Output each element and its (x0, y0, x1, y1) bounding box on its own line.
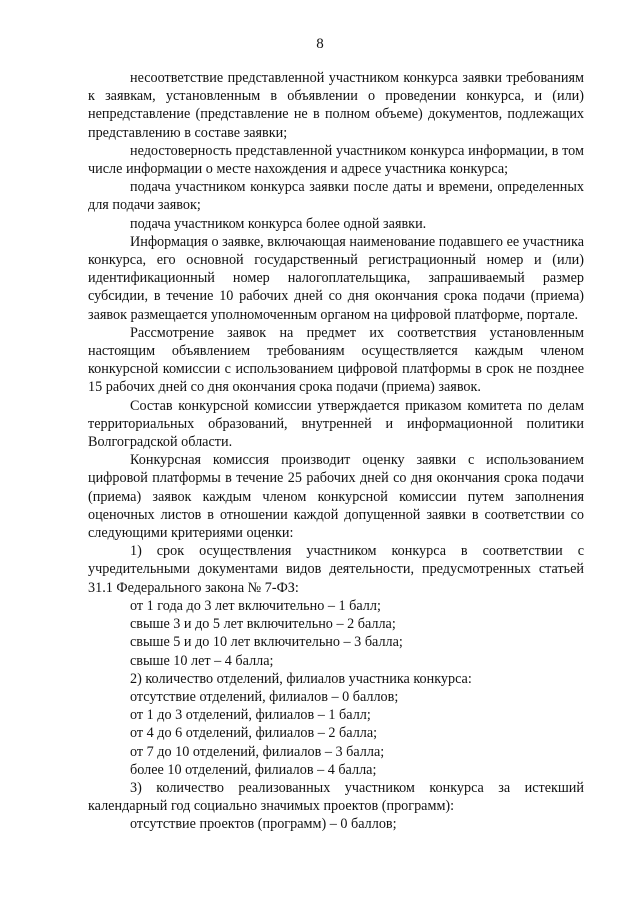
document-body (88, 69, 584, 834)
paragraph: Рассмотрение заявок на предмет их соответствия установленным настоящим объявлением требованиям осуществляется каждым членом конкурсной комиссии с использованием цифровой платформы в срок не позднее 15 рабочих дней со дня окончания срока подачи (приема) заявок. (88, 324, 584, 396)
paragraph: несоответствие представленной участником конкурса заявки требованиям к заявкам, установленным в объявлении о проведении конкурса, и (или) непредставление (представление не в полном объеме) документов, подлежащих представлению в составе заявки; (88, 70, 584, 141)
criterion-paragraph: 3) количество реализованных участником конкурса за истекший календарный год социально значимых проектов (программ): (88, 779, 584, 815)
criterion-line: от 1 года до 3 лет включительно – 1 балл; (130, 597, 381, 614)
criterion-line: отсутствие отделений, филиалов – 0 баллов; (130, 688, 399, 705)
criterion-line: свыше 3 и до 5 лет включительно – 2 балла; (130, 616, 396, 633)
paragraph: Конкурсная комиссия производит оценку заявки с использованием цифровой платформы в течение 25 рабочих дней со дня окончания срока подачи (приема) заявок каждым членом конкурсной комиссии путем заполнения оценочных листов в отношении каждой допущенной заявки в соответствии со следующими критериями оценки: (88, 452, 584, 542)
criterion-line: свыше 5 и до 10 лет включительно – 3 балла; (130, 634, 403, 651)
paragraph: подача участником конкурса заявки после даты и времени, определенных для подачи заявок; (88, 179, 584, 214)
criterion-heading: 2) количество отделений, филиалов участника конкурса: (130, 670, 472, 687)
paragraph: Состав конкурсной комиссии утверждается приказом комитета по делам территориальных образований, внутренней и информационной политики Волгоградской области. (88, 397, 584, 451)
criterion-line: отсутствие проектов (программ) – 0 баллов; (130, 816, 397, 833)
criterion-line: более 10 отделений, филиалов – 4 балла; (130, 761, 377, 778)
paragraph: Информация о заявке, включающая наименование подавшего ее участника конкурса, его основной государственный регистрационный номер и (или) идентификационный номер налогоплательщика, запрашиваемый размер субсидии, в течение 10 рабочих дней со дня окончания срока подачи (приема) заявок размещается уполномоченным органом на цифровой платформе, портале. (88, 233, 584, 323)
page-number: 8 (316, 36, 324, 52)
criterion-line: от 7 до 10 отделений, филиалов – 3 балла; (130, 743, 385, 760)
criterion-paragraph: 1) срок осуществления участником конкурса в соответствии с учредительными документами видов деятельности, предусмотренных статьей 31.1 Федерального закона № 7-ФЗ: (88, 543, 584, 596)
paragraph: недостоверность представленной участником конкурса информации, в том числе информации о месте нахождения и адресе участника конкурса; (88, 142, 584, 178)
criterion-line: свыше 10 лет – 4 балла; (130, 652, 274, 669)
criterion-line: от 1 до 3 отделений, филиалов – 1 балл; (130, 707, 371, 724)
criterion-line: от 4 до 6 отделений, филиалов – 2 балла; (130, 725, 378, 742)
paragraph: подача участником конкурса более одной заявки. (130, 215, 427, 232)
